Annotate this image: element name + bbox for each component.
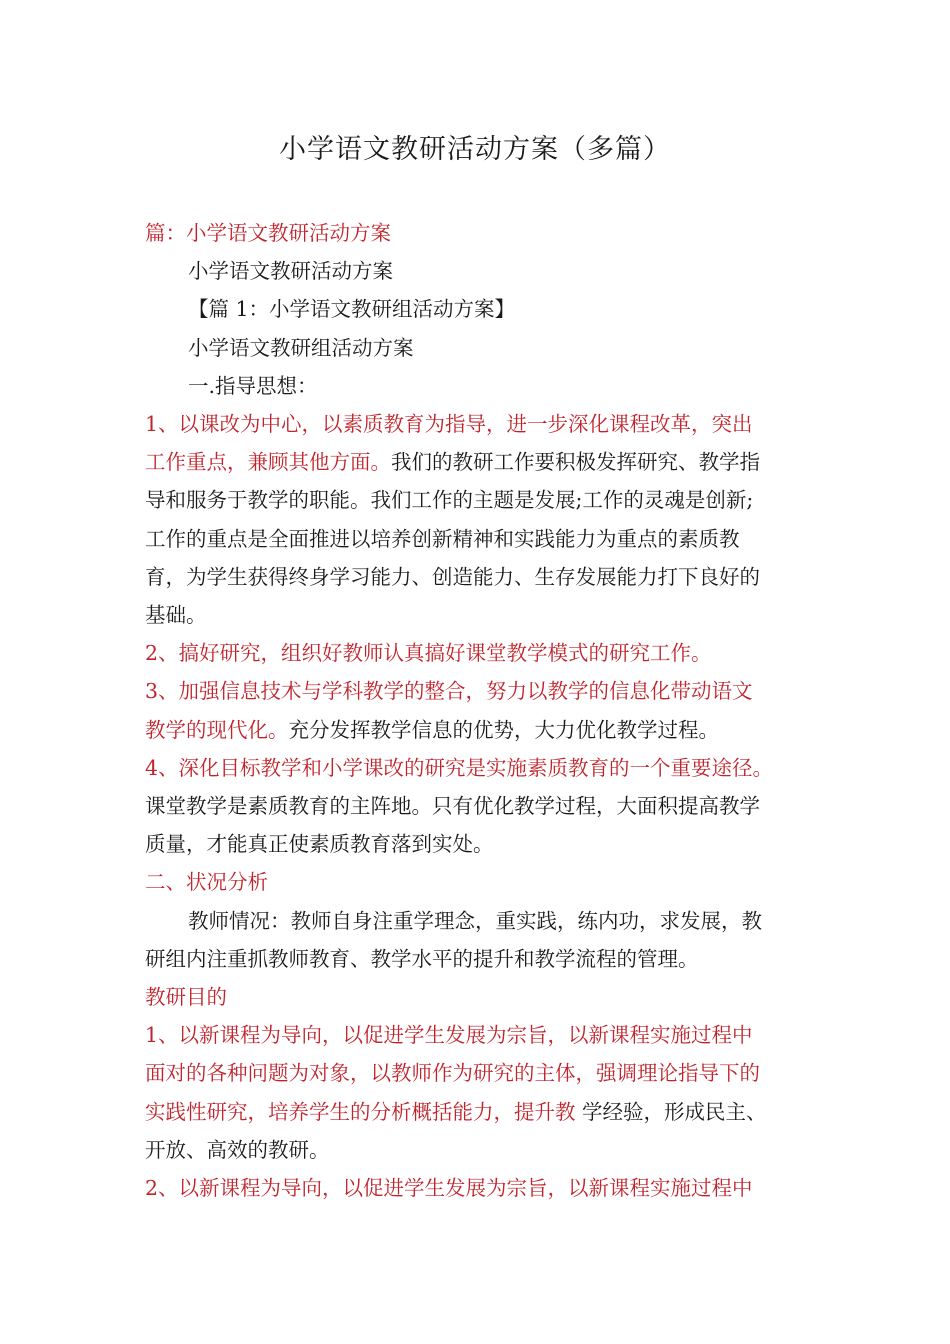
paragraph-6-line-3-red: 实践性研究，培养学生的分析概括能力，提升教 [145, 1099, 576, 1124]
paragraph-1-line-5: 育，为学生获得终身学习能力、创造能力、生存发展能力打下良好的 [145, 564, 760, 589]
paragraph-3-line-2 [145, 711, 810, 749]
paragraph-2: 2、搞好研究，组织好教师认真搞好课堂教学模式的研究工作。 [145, 641, 712, 666]
section-situation-analysis: 二、状况分析 [145, 870, 268, 895]
document-title: 小学语文教研活动方案（多篇） [279, 134, 671, 165]
paragraph-6 [145, 1016, 810, 1169]
paragraph-6-line-1: 1、以新课程为导向，以促进学生发展为宗旨，以新课程实施过程中 [145, 1023, 753, 1048]
paragraph-4 [145, 749, 810, 864]
paragraph-1-line-4: 工作的重点是全面推进以培养创新精神和实践能力为重点的素质教 [145, 526, 740, 551]
paragraph-1-line-3: 导和服务于教学的职能。我们工作的主题是发展;工作的灵魂是创新; [145, 488, 754, 513]
paragraph-4-line-3: 质量，才能真正使素质教育落到实处。 [145, 832, 494, 857]
paragraph-1 [145, 405, 810, 634]
section-guiding-ideology: 一.指导思想： [188, 373, 318, 398]
paragraph-7-line-1: 2、以新课程为导向，以促进学生发展为宗旨，以新课程实施过程中 [145, 1176, 753, 1201]
paragraph-6-line-3-black: 学经验，形成民主、 [575, 1099, 767, 1124]
paragraph-1-line-1: 1、以课改为中心，以素质教育为指导，进一步深化课程改革，突出 [145, 412, 753, 437]
document-body [145, 214, 810, 1207]
paragraph-6-line-3 [145, 1093, 810, 1131]
paragraph-6-line-2: 面对的各种问题为对象，以教师作为研究的主体，强调理论指导下的 [145, 1061, 760, 1086]
part-subtitle: 小学语文教研组活动方案 [188, 335, 414, 360]
section-heading: 篇：小学语文教研活动方案 [145, 221, 391, 245]
paragraph-1-line-2 [145, 443, 810, 481]
section-research-purpose: 教研目的 [145, 985, 227, 1010]
paragraph-5 [145, 902, 810, 978]
paragraph-3 [145, 672, 810, 748]
paragraph-1-line-2-black: 我们的教研工作要积极发挥研究、教学指 [391, 450, 760, 475]
paragraph-3-line-2-black: 充分发挥教学信息的优势，大力优化教学过程。 [288, 717, 719, 742]
paragraph-4-line-2: 课堂教学是素质教育的主阵地。只有优化教学过程，大面积提高教学 [145, 794, 760, 819]
paragraph-1-line-6: 基础。 [145, 603, 207, 628]
paragraph-1-line-2-red: 工作重点，兼顾其他方面。 [145, 450, 391, 475]
paragraph-3-line-1: 3、加强信息技术与学科教学的整合，努力以教学的信息化带动语文 [145, 679, 753, 704]
paragraph-4-line-1: 4、深化目标教学和小学课改的研究是实施素质教育的一个重要途径。 [145, 755, 774, 780]
subtitle: 小学语文教研活动方案 [188, 259, 393, 284]
paragraph-5-line-2: 研组内注重抓教师教育、教学水平的提升和教学流程的管理。 [145, 946, 699, 971]
paragraph-5-line-1: 教师情况：教师自身注重学理念，重实践，练内功，求发展，教 [188, 908, 762, 933]
paragraph-6-line-4: 开放、高效的教研。 [145, 1137, 330, 1162]
part-title: 【篇 1：小学语文教研组活动方案】 [188, 297, 516, 322]
paragraph-3-line-2-red: 教学的现代化。 [145, 717, 289, 742]
